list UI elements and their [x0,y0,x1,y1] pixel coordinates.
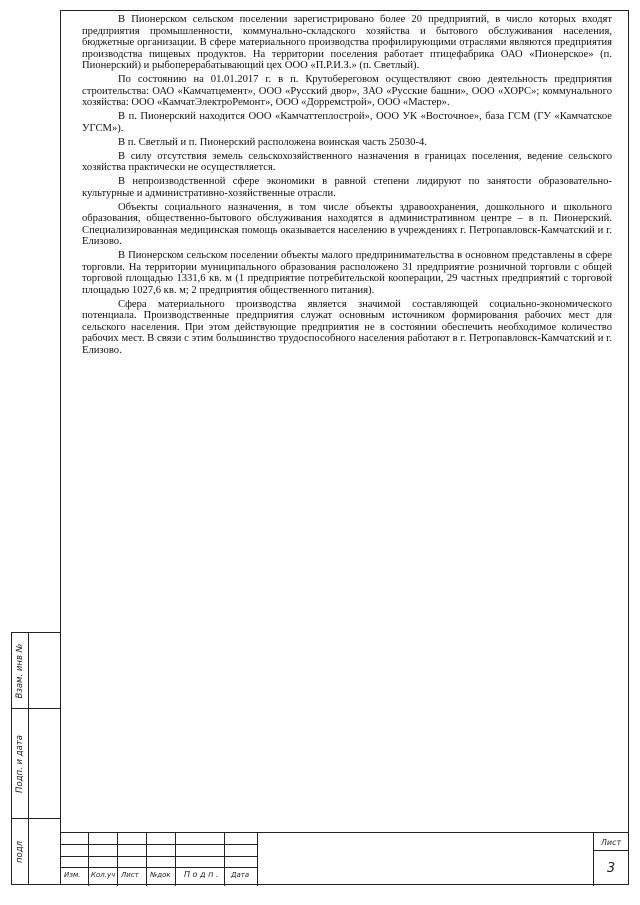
podp-data-label: Подп. и дата [15,734,25,793]
paragraph-9: Сфера материального производства является значимой составляющей социально-экономического потенциала. Производственные предприятия служат основным источником формирования рабочих мест для сельского населения. При этом действующие предприятия не в состоянии обеспечить необходимое количество рабочих мест. В связи с этим большинство трудоспособного населения работают в г. Петропавловск-Камчатский и г. Елизово. [82,298,612,356]
koluch-label: Кол.уч [91,871,116,879]
podp-data-cell [12,709,60,819]
side-margin-strip [11,632,60,885]
data-label: Дата [231,871,250,879]
vzam-inv-cell [12,633,60,709]
paragraph-4: В п. Светлый и п. Пионерский расположена воинская часть 25030-4. [118,136,427,148]
inv-podl-label: подл [15,840,25,864]
sheet-number: 3 [606,861,616,876]
paragraph-3: В п. Пионерский находится ООО «Камчаттеплострой», ООО УК «Восточное», база ГСМ (ГУ «Камчатское УГСМ»). [82,111,612,134]
paragraph-8: В Пионерском сельском поселении объекты малого предпринимательства в основном представлены в сфере торговли. На территории муниципального образования расположено 31 предприятие розничной торговли с общей торговой площадью 1331,6 кв. м (1 предприятие потребительской кооперации, 29 частных предприятий с торговой площадью 1027,6 кв. м; 2 предприятия общественного питания). [82,250,612,296]
ndok-label: №док [150,871,171,879]
paragraph-6: В непроизводственной сфере экономики в равной степени лидируют по занятости образовательно-культурные и административно-хозяйственные отрасли. [82,176,612,199]
paragraph-7: Объекты социального назначения, в том числе объекты здравоохранения, дошкольного и школьного образования, общественно-бытового обслуживания находятся в административном центре – в п. Пионерский. Специализированная медицинская помощь оказывается населению в учреждениях г. Петропавловск-Камчатский и г. Елизово. [82,201,612,248]
izm-label: Изм. [64,871,81,879]
vzam-inv-label: Взам. инв № [15,642,25,699]
paragraph-5: В силу отсутствия земель сельскохозяйственного назначения в границах поселения, ведение сельского хозяйства практически не осуществляется. [82,150,612,174]
document-body [82,14,612,356]
title-block [60,832,629,885]
inv-podl-cell [12,819,60,885]
paragraph-1: В Пионерском сельском поселении зарегистрировано более 20 предприятий, в число которых входят предприятия промышленности, коммунально-складского хозяйства и бытового обслуживания населения, бюджетные организации. В сфере материального производства профилирующими отраслями являются предприятия производства пищевых продуктов. На территории поселения работает птицефабрика ОАО «Пионерское» (п. Пионерский) и рыбоперерабатывающий цех ООО «П.Р.И.З.» (п. Светлый). [82,14,612,72]
sheet-label: Лист [600,838,622,847]
paragraph-2: По состоянию на 01.01.2017 г. в п. Крутобереговом осуществляют свою деятельность предприятия строительства: ОАО «Камчатцемент», ООО «Русский двор», ЗАО «Русские башни», ООО «ХОРС»; коммунального хозяйства: ООО «КамчатЭлектроРемонт», ООО «Дорремстрой», ООО «Мастер». [82,74,612,109]
podp-label: П о д п . [184,870,219,879]
list-col-label: Лист [121,871,139,879]
